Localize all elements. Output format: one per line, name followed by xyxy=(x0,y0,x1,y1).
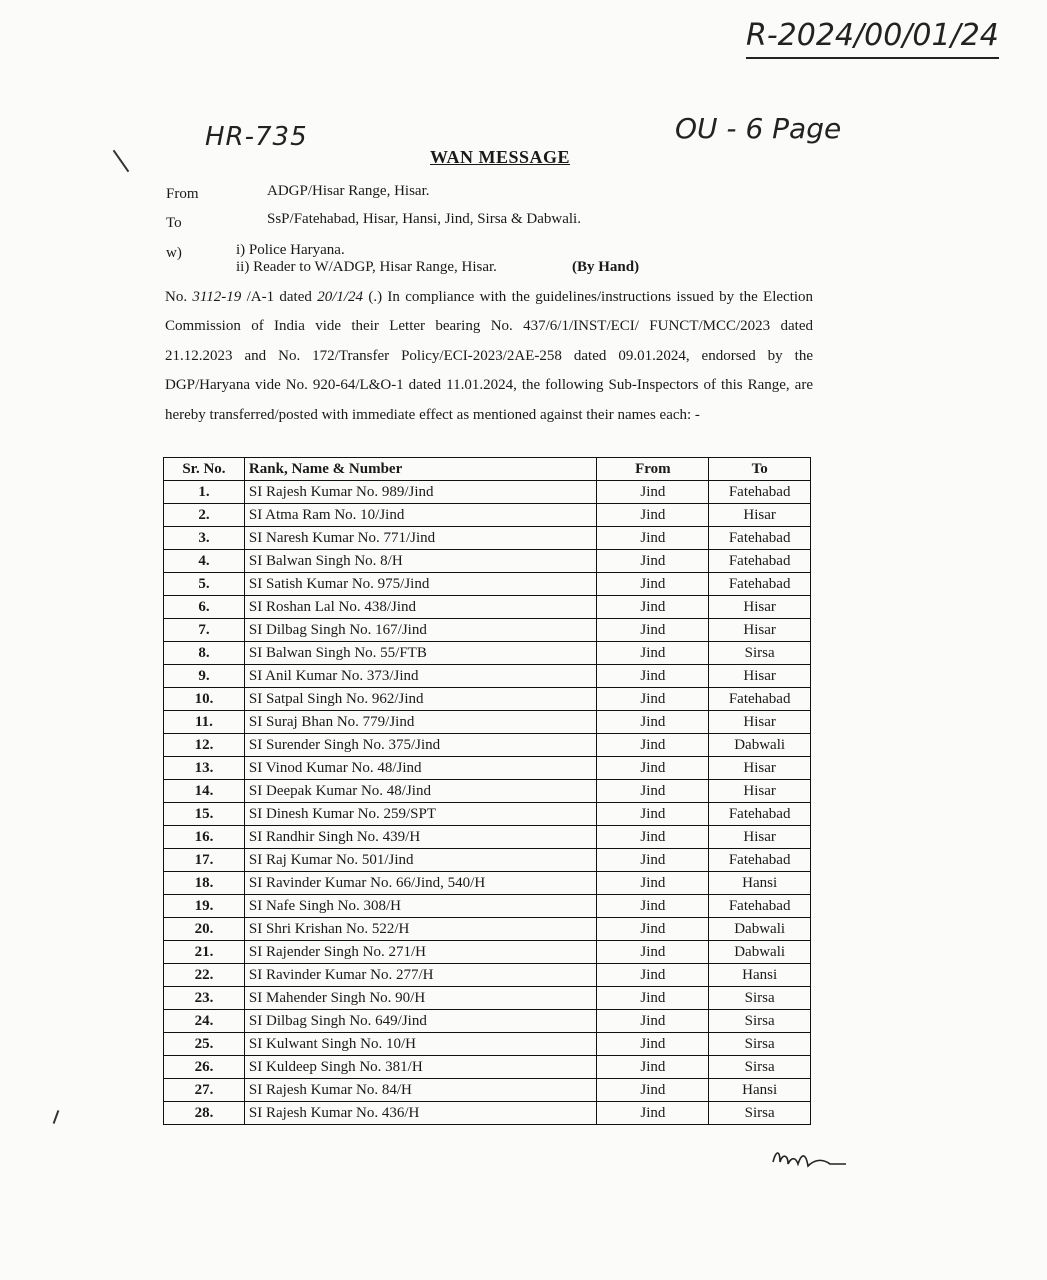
cell-from: Jind xyxy=(597,550,709,573)
table-row xyxy=(164,1079,811,1102)
cell-sr-no: 3. xyxy=(164,527,245,550)
cell-rank-name-number: SI Suraj Bhan No. 779/Jind xyxy=(244,711,597,734)
cell-from: Jind xyxy=(597,1033,709,1056)
cell-to: Sirsa xyxy=(709,1010,811,1033)
cell-sr-no: 27. xyxy=(164,1079,245,1102)
cell-sr-no: 12. xyxy=(164,734,245,757)
cell-from: Jind xyxy=(597,481,709,504)
cell-rank-name-number: SI Rajesh Kumar No. 84/H xyxy=(244,1079,597,1102)
cell-rank-name-number: SI Dilbag Singh No. 167/Jind xyxy=(244,619,597,642)
header-from: From xyxy=(597,458,709,481)
cell-from: Jind xyxy=(597,1056,709,1079)
copy-to-recipient-2: ii) Reader to W/ADGP, Hisar Range, Hisar. xyxy=(236,259,497,275)
cell-from: Jind xyxy=(597,527,709,550)
handwritten-ref-number: 3112-19 xyxy=(192,289,242,305)
cell-to: Fatehabad xyxy=(709,895,811,918)
from-label: From xyxy=(166,186,199,202)
header-to: To xyxy=(709,458,811,481)
cell-sr-no: 21. xyxy=(164,941,245,964)
table-row xyxy=(164,596,811,619)
cell-to: Hisar xyxy=(709,504,811,527)
cell-to: Fatehabad xyxy=(709,527,811,550)
cell-sr-no: 5. xyxy=(164,573,245,596)
cell-to: Hansi xyxy=(709,1079,811,1102)
cell-rank-name-number: SI Vinod Kumar No. 48/Jind xyxy=(244,757,597,780)
table-row xyxy=(164,895,811,918)
to-value: SsP/Fatehabad, Hisar, Hansi, Jind, Sirsa & Dabwali. xyxy=(267,211,581,227)
cell-sr-no: 11. xyxy=(164,711,245,734)
table-row xyxy=(164,1033,811,1056)
cell-from: Jind xyxy=(597,895,709,918)
cell-rank-name-number: SI Deepak Kumar No. 48/Jind xyxy=(244,780,597,803)
cell-from: Jind xyxy=(597,688,709,711)
cell-to: Hansi xyxy=(709,964,811,987)
cell-to: Fatehabad xyxy=(709,803,811,826)
table-row xyxy=(164,964,811,987)
cell-sr-no: 17. xyxy=(164,849,245,872)
table-row xyxy=(164,734,811,757)
cell-to: Dabwali xyxy=(709,734,811,757)
cell-rank-name-number: SI Roshan Lal No. 438/Jind xyxy=(244,596,597,619)
cell-from: Jind xyxy=(597,826,709,849)
table-row xyxy=(164,573,811,596)
cell-from: Jind xyxy=(597,941,709,964)
table-body xyxy=(164,481,811,1125)
table-row xyxy=(164,642,811,665)
cell-rank-name-number: SI Surender Singh No. 375/Jind xyxy=(244,734,597,757)
cell-from: Jind xyxy=(597,849,709,872)
table-row xyxy=(164,1010,811,1033)
cell-rank-name-number: SI Satish Kumar No. 975/Jind xyxy=(244,573,597,596)
cell-to: Dabwali xyxy=(709,918,811,941)
cell-to: Fatehabad xyxy=(709,688,811,711)
margin-tick-mark xyxy=(113,150,130,172)
cell-rank-name-number: SI Balwan Singh No. 55/FTB xyxy=(244,642,597,665)
cell-sr-no: 22. xyxy=(164,964,245,987)
cell-sr-no: 2. xyxy=(164,504,245,527)
cell-from: Jind xyxy=(597,987,709,1010)
table-row xyxy=(164,849,811,872)
table-row xyxy=(164,504,811,527)
cell-rank-name-number: SI Shri Krishan No. 522/H xyxy=(244,918,597,941)
cell-from: Jind xyxy=(597,734,709,757)
cell-to: Hansi xyxy=(709,872,811,895)
copy-to-label: w) xyxy=(166,245,182,261)
cell-sr-no: 7. xyxy=(164,619,245,642)
cell-sr-no: 16. xyxy=(164,826,245,849)
message-body xyxy=(165,283,813,430)
cell-to: Hisar xyxy=(709,826,811,849)
table-row xyxy=(164,619,811,642)
cell-to: Hisar xyxy=(709,757,811,780)
cell-rank-name-number: SI Balwan Singh No. 8/H xyxy=(244,550,597,573)
header-rank-name-number: Rank, Name & Number xyxy=(244,458,597,481)
cell-rank-name-number: SI Atma Ram No. 10/Jind xyxy=(244,504,597,527)
cell-to: Fatehabad xyxy=(709,481,811,504)
cell-from: Jind xyxy=(597,596,709,619)
cell-rank-name-number: SI Randhir Singh No. 439/H xyxy=(244,826,597,849)
cell-sr-no: 8. xyxy=(164,642,245,665)
cell-from: Jind xyxy=(597,665,709,688)
cell-sr-no: 15. xyxy=(164,803,245,826)
cell-rank-name-number: SI Rajesh Kumar No. 436/H xyxy=(244,1102,597,1125)
handwritten-signature xyxy=(770,1144,850,1179)
cell-from: Jind xyxy=(597,619,709,642)
cell-sr-no: 26. xyxy=(164,1056,245,1079)
cell-rank-name-number: SI Dilbag Singh No. 649/Jind xyxy=(244,1010,597,1033)
cell-from: Jind xyxy=(597,642,709,665)
cell-from: Jind xyxy=(597,780,709,803)
handwritten-ref-date: 20/1/24 xyxy=(317,289,364,305)
cell-to: Fatehabad xyxy=(709,573,811,596)
cell-sr-no: 6. xyxy=(164,596,245,619)
cell-from: Jind xyxy=(597,1010,709,1033)
cell-sr-no: 1. xyxy=(164,481,245,504)
cell-rank-name-number: SI Kulwant Singh No. 10/H xyxy=(244,1033,597,1056)
cell-from: Jind xyxy=(597,757,709,780)
cell-rank-name-number: SI Mahender Singh No. 90/H xyxy=(244,987,597,1010)
table-row xyxy=(164,987,811,1010)
cell-to: Hisar xyxy=(709,596,811,619)
cell-sr-no: 19. xyxy=(164,895,245,918)
cell-sr-no: 4. xyxy=(164,550,245,573)
cell-rank-name-number: SI Satpal Singh No. 962/Jind xyxy=(244,688,597,711)
cell-sr-no: 14. xyxy=(164,780,245,803)
cell-rank-name-number: SI Rajesh Kumar No. 989/Jind xyxy=(244,481,597,504)
cell-from: Jind xyxy=(597,964,709,987)
cell-from: Jind xyxy=(597,872,709,895)
message-text: (.) In compliance with the guidelines/instructions issued by the Election Commission of India vide their Letter bearing No. 437/6/1/INST/ECI/ FUNCT/MCC/2023 dated 21.12.2023 and No. 172/Transfer Policy/ECI-2023/2AE-258 dated 09.01.2024, endorsed by the DGP/Haryana vide No. 920-64/L&O-1 dated 11.01.2024, the following Sub-Inspectors of this Range, are hereby transferred/posted with immediate effect as mentioned against their names each: - xyxy=(165,289,814,423)
cell-sr-no: 28. xyxy=(164,1102,245,1125)
table-row xyxy=(164,527,811,550)
copy-to-recipient-1: i) Police Haryana. xyxy=(236,242,345,258)
cell-sr-no: 9. xyxy=(164,665,245,688)
cell-rank-name-number: SI Ravinder Kumar No. 277/H xyxy=(244,964,597,987)
to-label: To xyxy=(166,215,182,231)
ref-suffix: /A-1 dated xyxy=(246,289,312,305)
table-row xyxy=(164,780,811,803)
table-row xyxy=(164,803,811,826)
cell-to: Hisar xyxy=(709,711,811,734)
handwritten-page-note: OU - 6 Page xyxy=(675,112,842,145)
from-value: ADGP/Hisar Range, Hisar. xyxy=(267,183,430,199)
cell-to: Sirsa xyxy=(709,987,811,1010)
handwritten-reference-code: HR-735 xyxy=(205,122,308,152)
cell-rank-name-number: SI Raj Kumar No. 501/Jind xyxy=(244,849,597,872)
table-row xyxy=(164,1056,811,1079)
cell-rank-name-number: SI Rajender Singh No. 271/H xyxy=(244,941,597,964)
margin-tick-mark xyxy=(53,1110,60,1124)
cell-to: Dabwali xyxy=(709,941,811,964)
cell-rank-name-number: SI Anil Kumar No. 373/Jind xyxy=(244,665,597,688)
by-hand-note: (By Hand) xyxy=(572,259,640,275)
cell-sr-no: 25. xyxy=(164,1033,245,1056)
table-row xyxy=(164,711,811,734)
cell-from: Jind xyxy=(597,803,709,826)
ref-prefix: No. xyxy=(165,289,188,305)
cell-sr-no: 18. xyxy=(164,872,245,895)
cell-rank-name-number: SI Kuldeep Singh No. 381/H xyxy=(244,1056,597,1079)
cell-to: Hisar xyxy=(709,619,811,642)
table-row xyxy=(164,941,811,964)
cell-to: Sirsa xyxy=(709,642,811,665)
cell-from: Jind xyxy=(597,1079,709,1102)
cell-sr-no: 23. xyxy=(164,987,245,1010)
table-row xyxy=(164,688,811,711)
table-row xyxy=(164,918,811,941)
cell-from: Jind xyxy=(597,918,709,941)
table-header-row xyxy=(164,458,811,481)
cell-rank-name-number: SI Ravinder Kumar No. 66/Jind, 540/H xyxy=(244,872,597,895)
cell-sr-no: 10. xyxy=(164,688,245,711)
cell-sr-no: 13. xyxy=(164,757,245,780)
table-row xyxy=(164,550,811,573)
cell-to: Sirsa xyxy=(709,1102,811,1125)
handwritten-receipt-note: R-2024/00/01/24 xyxy=(746,18,999,59)
cell-to: Sirsa xyxy=(709,1033,811,1056)
table-row xyxy=(164,1102,811,1125)
cell-rank-name-number: SI Dinesh Kumar No. 259/SPT xyxy=(244,803,597,826)
cell-from: Jind xyxy=(597,573,709,596)
cell-rank-name-number: SI Nafe Singh No. 308/H xyxy=(244,895,597,918)
table-row xyxy=(164,665,811,688)
cell-from: Jind xyxy=(597,1102,709,1125)
cell-from: Jind xyxy=(597,504,709,527)
cell-to: Hisar xyxy=(709,780,811,803)
signature-scribble-icon xyxy=(770,1144,850,1174)
cell-to: Fatehabad xyxy=(709,550,811,573)
cell-sr-no: 24. xyxy=(164,1010,245,1033)
table-row xyxy=(164,757,811,780)
table-row xyxy=(164,872,811,895)
header-sr-no: Sr. No. xyxy=(164,458,245,481)
cell-to: Hisar xyxy=(709,665,811,688)
document-title: WAN MESSAGE xyxy=(430,147,571,167)
cell-to: Sirsa xyxy=(709,1056,811,1079)
cell-to: Fatehabad xyxy=(709,849,811,872)
table-row xyxy=(164,826,811,849)
transfer-table xyxy=(163,457,811,1125)
table-row xyxy=(164,481,811,504)
cell-rank-name-number: SI Naresh Kumar No. 771/Jind xyxy=(244,527,597,550)
cell-sr-no: 20. xyxy=(164,918,245,941)
cell-from: Jind xyxy=(597,711,709,734)
